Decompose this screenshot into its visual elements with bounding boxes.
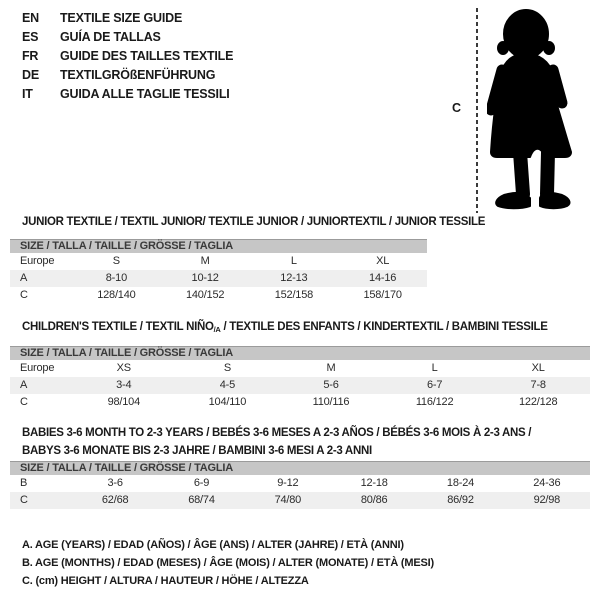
value-cell: XS bbox=[116, 362, 131, 374]
value-cell: 116/122 bbox=[415, 396, 454, 408]
lang-title: GUIDA ALLE TAGLIE TESSILI bbox=[60, 87, 230, 101]
lang-row-es bbox=[22, 28, 233, 47]
value-cell: 3-4 bbox=[116, 379, 132, 391]
value-cell: 92/98 bbox=[533, 494, 561, 506]
row-label-cell: Europe bbox=[20, 255, 55, 267]
size-table-header: SIZE / TALLA / TAILLE / GRÖSSE / TAGLIA bbox=[10, 239, 427, 253]
footnote-b: B. AGE (MONTHS) / EDAD (MESES) / ÂGE (MOIS) / ALTER (MONATE) / ETÀ (MESI) bbox=[22, 557, 434, 569]
children-size-table bbox=[10, 346, 590, 411]
value-cell: 18-24 bbox=[446, 477, 475, 489]
value-cell: 3-6 bbox=[107, 477, 123, 489]
heading-line-1: BABIES 3-6 MONTH TO 2-3 YEARS / BEBÉS 3-6 MESES A 2-3 AÑOS / BÉBÉS 3-6 MOIS À 2-3 ANS / bbox=[22, 427, 532, 439]
value-cell: 68/74 bbox=[188, 494, 215, 506]
lang-row-fr bbox=[22, 47, 233, 66]
row-label-cell: A bbox=[20, 272, 28, 284]
height-dimension-dashed-line bbox=[476, 8, 478, 213]
value-cell: XL bbox=[376, 255, 390, 267]
value-cell: L bbox=[431, 362, 438, 374]
lang-code: IT bbox=[22, 87, 33, 101]
value-cell: 24-36 bbox=[533, 477, 561, 489]
row-label-cell: C bbox=[20, 289, 28, 301]
value-cell: M bbox=[200, 255, 210, 267]
value-cell: 12-13 bbox=[280, 272, 308, 284]
value-cell: 80/86 bbox=[360, 494, 388, 506]
value-cell: 74/80 bbox=[274, 494, 302, 506]
value-cell: S bbox=[112, 255, 120, 267]
table-row-europe bbox=[10, 360, 590, 377]
value-cell: 9-12 bbox=[277, 477, 299, 489]
value-cell: 5-6 bbox=[323, 379, 339, 391]
row-label-cell: C bbox=[20, 396, 28, 408]
heading-text: CHILDREN'S TEXTILE / TEXTIL NIÑO bbox=[22, 321, 214, 333]
row-label-cell: C bbox=[20, 494, 28, 506]
lang-code: FR bbox=[22, 49, 39, 63]
heading-subscript: /A bbox=[213, 325, 221, 334]
legend-footnotes bbox=[22, 536, 434, 590]
heading-text: / TEXTILE DES ENFANTS / KINDERTEXTIL / BAMBINI TESSILE bbox=[220, 321, 548, 333]
lang-row-en bbox=[22, 9, 233, 28]
value-cell: 122/128 bbox=[519, 396, 558, 408]
lang-title: TEXTILGRÖßENFÜHRUNG bbox=[60, 68, 216, 82]
table-row-age bbox=[10, 270, 427, 287]
value-cell: 8-10 bbox=[105, 272, 127, 284]
value-cell: XL bbox=[531, 362, 545, 374]
footnote-c: C. (cm) HEIGHT / ALTURA / HAUTEUR / HÖHE / ALTEZZA bbox=[22, 575, 309, 587]
value-cell: 6-9 bbox=[193, 477, 210, 489]
babies-section-heading bbox=[22, 424, 531, 460]
table-row-height bbox=[10, 287, 427, 304]
value-cell: 7-8 bbox=[530, 379, 546, 391]
footnote-a: A. AGE (YEARS) / EDAD (AÑOS) / ÂGE (ANS) / ALTER (JAHRE) / ETÀ (ANNI) bbox=[22, 539, 404, 551]
row-label-cell: A bbox=[20, 379, 28, 391]
value-cell: 128/140 bbox=[97, 289, 136, 301]
value-cell: 12-18 bbox=[360, 477, 388, 489]
value-cell: 6-7 bbox=[426, 379, 443, 391]
table-row-age-months bbox=[10, 475, 590, 492]
lang-row-de bbox=[22, 66, 233, 85]
value-cell: 14-16 bbox=[369, 272, 397, 284]
size-table-header: SIZE / TALLA / TAILLE / GRÖSSE / TAGLIA bbox=[10, 461, 590, 475]
lang-code: ES bbox=[22, 30, 39, 44]
lang-code: DE bbox=[22, 68, 39, 82]
language-title-list bbox=[22, 9, 233, 104]
height-dimension-label: C bbox=[452, 101, 462, 115]
row-label-cell: Europe bbox=[20, 362, 55, 374]
lang-title: TEXTILE SIZE GUIDE bbox=[60, 11, 183, 25]
junior-section-heading: JUNIOR TEXTILE / TEXTIL JUNIOR/ TEXTILE JUNIOR / JUNIORTEXTIL / JUNIOR TESSILE bbox=[22, 216, 486, 228]
value-cell: 110/116 bbox=[312, 396, 350, 408]
row-label-cell: B bbox=[20, 477, 28, 489]
value-cell: L bbox=[290, 255, 297, 267]
value-cell: 152/158 bbox=[274, 289, 314, 301]
table-row-age bbox=[10, 377, 590, 394]
value-cell: 4-5 bbox=[219, 379, 236, 391]
size-table-header: SIZE / TALLA / TAILLE / GRÖSSE / TAGLIA bbox=[10, 346, 590, 360]
baby-silhouette-icon bbox=[487, 8, 575, 212]
table-row-height bbox=[10, 492, 590, 509]
value-cell: 140/152 bbox=[185, 289, 225, 301]
lang-code: EN bbox=[22, 11, 39, 25]
value-cell: 10-12 bbox=[191, 272, 219, 284]
junior-size-table bbox=[10, 239, 427, 304]
heading-line-2: BABYS 3-6 MONATE BIS 2-3 JAHRE / BAMBINI 3-6 MESI A 2-3 ANNI bbox=[22, 445, 372, 457]
lang-title: GUIDE DES TAILLES TEXTILE bbox=[60, 49, 234, 63]
lang-row-it bbox=[22, 85, 233, 104]
value-cell: S bbox=[223, 362, 231, 374]
table-row-europe bbox=[10, 253, 427, 270]
value-cell: 62/68 bbox=[101, 494, 129, 506]
value-cell: 104/110 bbox=[208, 396, 247, 408]
value-cell: M bbox=[326, 362, 336, 374]
table-row-height bbox=[10, 394, 590, 411]
value-cell: 158/170 bbox=[363, 289, 402, 301]
babies-size-table bbox=[10, 461, 590, 509]
value-cell: 86/92 bbox=[447, 494, 474, 506]
value-cell: 98/104 bbox=[107, 396, 141, 408]
lang-title: GUÍA DE TALLAS bbox=[60, 30, 161, 44]
children-section-heading bbox=[22, 321, 548, 334]
